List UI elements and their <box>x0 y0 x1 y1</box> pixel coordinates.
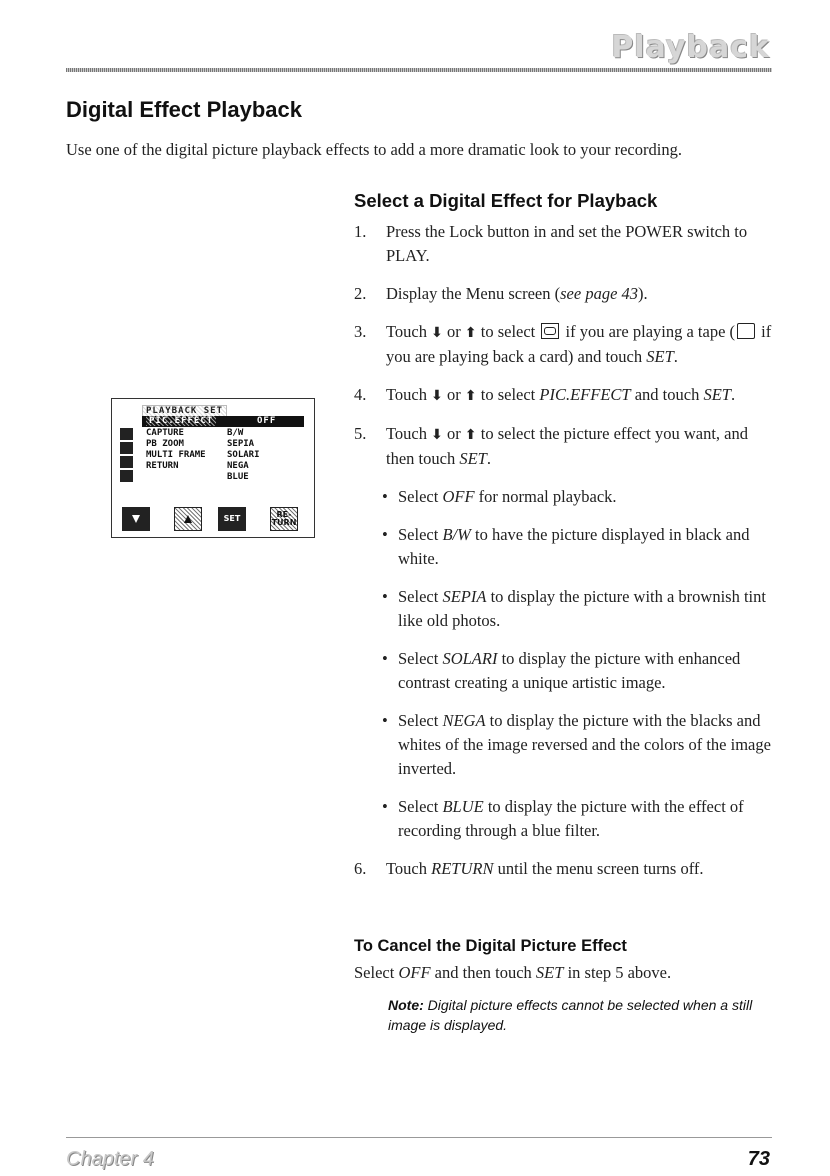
up-button[interactable] <box>174 507 202 531</box>
select-word: Select <box>398 797 439 816</box>
list-item <box>376 647 774 695</box>
select-word: Select <box>398 649 439 668</box>
list-item <box>376 585 774 633</box>
screen-buttons <box>120 507 306 531</box>
step-text: and touch <box>634 385 700 404</box>
step-text: . <box>486 449 491 468</box>
select-word: Select <box>398 525 439 544</box>
step-text: ). <box>638 284 648 303</box>
step-number: 3. <box>354 322 367 341</box>
step-text: . <box>673 347 678 366</box>
step-text: if you are playing a tape ( <box>565 322 736 341</box>
step-4 <box>354 383 774 408</box>
set-label: SET <box>459 449 487 468</box>
side-icons <box>120 428 132 484</box>
section-title-cancel: To Cancel the Digital Picture Effect <box>354 937 627 955</box>
cancel-text-part: Select <box>354 963 395 982</box>
page-heading: Digital Effect Playback <box>66 97 302 122</box>
select-word: Select <box>398 587 439 606</box>
set-button[interactable]: SET <box>218 507 246 531</box>
effect-option: BLUE <box>442 797 484 816</box>
menu-values <box>227 428 260 483</box>
step-5 <box>354 422 774 843</box>
set-label: SET <box>646 347 674 366</box>
step-1 <box>354 220 774 268</box>
up-arrow-icon: ⬆ <box>464 388 477 404</box>
footer-rule <box>66 1137 772 1138</box>
list-item <box>376 709 774 781</box>
steps-list <box>354 220 774 895</box>
step-text: to select <box>480 385 536 404</box>
return-label: RETURN <box>431 859 494 878</box>
pic-effect-label: PIC.EFFECT <box>539 385 631 404</box>
list-item <box>376 795 774 843</box>
up-arrow-icon: ⬆ <box>464 325 477 341</box>
page-number: 73 <box>747 1148 770 1170</box>
step-text: Press the Lock button in and set the POWER switch to PLAY. <box>386 222 748 265</box>
effect-option: SOLARI <box>442 649 498 668</box>
step-text: or <box>447 385 461 404</box>
menu-value: SEPIA <box>227 439 255 449</box>
cancel-text-part: and then touch <box>434 963 532 982</box>
step-2 <box>354 282 774 306</box>
step-text: or <box>447 424 461 443</box>
up-arrow-icon: ⬆ <box>464 427 477 443</box>
step-3 <box>354 320 774 369</box>
step-text: Touch <box>386 424 428 443</box>
bullet-text: for normal playback. <box>478 487 617 506</box>
bullet-text: to have the picture displayed in black and white. <box>398 525 750 568</box>
step-number: 2. <box>354 284 367 303</box>
effect-options-list <box>376 485 774 843</box>
note-text: Digital picture effects cannot be selected when a still image is displayed. <box>388 997 753 1033</box>
card-icon <box>120 456 133 468</box>
header-rule <box>66 68 772 72</box>
footer-chapter: Chapter 4 <box>66 1148 154 1170</box>
note <box>388 995 768 1035</box>
screen-title: PLAYBACK SET <box>142 405 227 417</box>
note-label: Note: <box>388 997 424 1013</box>
list-item <box>376 485 774 509</box>
page-reference: see page 43 <box>560 284 639 303</box>
tape-icon <box>120 442 133 454</box>
menu-value: NEGA <box>227 461 249 471</box>
cancel-text-part: in step 5 above. <box>567 963 672 982</box>
menu-item: MULTI FRAME <box>146 450 206 460</box>
step-text: if you are playing back a card) and touch <box>386 322 772 366</box>
set-label: SET <box>703 385 731 404</box>
intro-text: Use one of the digital picture playback effects to add a more dramatic look to your recording. <box>66 140 682 159</box>
menu-bar-value: OFF <box>257 416 277 426</box>
menu-value: B/W <box>227 428 244 438</box>
step-text: to select <box>480 322 536 341</box>
down-arrow-icon <box>129 513 143 525</box>
menu-item: CAPTURE <box>146 428 184 438</box>
select-word: Select <box>398 487 439 506</box>
menu-value: SOLARI <box>227 450 260 460</box>
menu-bar-label: PIC.EFFECT <box>146 416 216 426</box>
step-number: 6. <box>354 859 367 878</box>
bullet-text: to display the picture with the effect of recording through a blue filter. <box>398 797 744 840</box>
return-button[interactable]: RE- TURN <box>270 507 298 531</box>
step-number: 4. <box>354 385 367 404</box>
bullet-text: to display the picture with enhanced contrast creating a unique artistic image. <box>398 649 741 692</box>
menu-items <box>146 428 206 472</box>
effect-option: SEPIA <box>442 587 487 606</box>
effect-option: NEGA <box>442 711 486 730</box>
up-arrow-icon <box>181 513 195 525</box>
off-label: OFF <box>398 963 431 982</box>
step-text: Display the Menu screen ( <box>386 284 561 303</box>
effect-option: OFF <box>442 487 475 506</box>
step-text: to select the picture effect you want, and then touch <box>386 424 748 468</box>
effect-option: B/W <box>442 525 471 544</box>
step-text: Touch <box>386 385 428 404</box>
menu-value: BLUE <box>227 472 249 482</box>
bullet-text: to display the picture with a brownish tint like old photos. <box>398 587 766 630</box>
cancel-text <box>354 961 774 985</box>
step-6 <box>354 857 774 881</box>
step-text: until the menu screen turns off. <box>497 859 704 878</box>
menu-item: RETURN <box>146 461 179 471</box>
down-arrow-icon: ⬇ <box>431 325 443 341</box>
step-text: Touch <box>386 859 428 878</box>
settings-icon <box>120 470 133 482</box>
down-button[interactable] <box>122 507 150 531</box>
down-arrow-icon: ⬇ <box>431 388 443 404</box>
tape-menu-icon <box>541 323 559 339</box>
down-arrow-icon: ⬇ <box>431 427 443 443</box>
step-number: 1. <box>354 222 367 241</box>
step-number: 5. <box>354 424 367 443</box>
set-label: SET <box>535 963 564 982</box>
menu-item: PB ZOOM <box>146 439 184 449</box>
list-item <box>376 523 774 571</box>
section-title-select: Select a Digital Effect for Playback <box>354 190 658 211</box>
chapter-header-title: Playback <box>611 30 770 65</box>
step-text: . <box>730 385 736 404</box>
step-text: or <box>447 322 461 341</box>
bullet-text: to display the picture with the blacks and whites of the image reversed and the colors of the image inverted. <box>398 711 771 778</box>
camcorder-menu-screen <box>111 398 315 538</box>
step-text: Touch <box>386 322 428 341</box>
select-word: Select <box>398 711 439 730</box>
menu-highlight-bar <box>142 416 304 427</box>
camera-icon <box>120 428 133 440</box>
card-menu-icon <box>737 323 755 339</box>
